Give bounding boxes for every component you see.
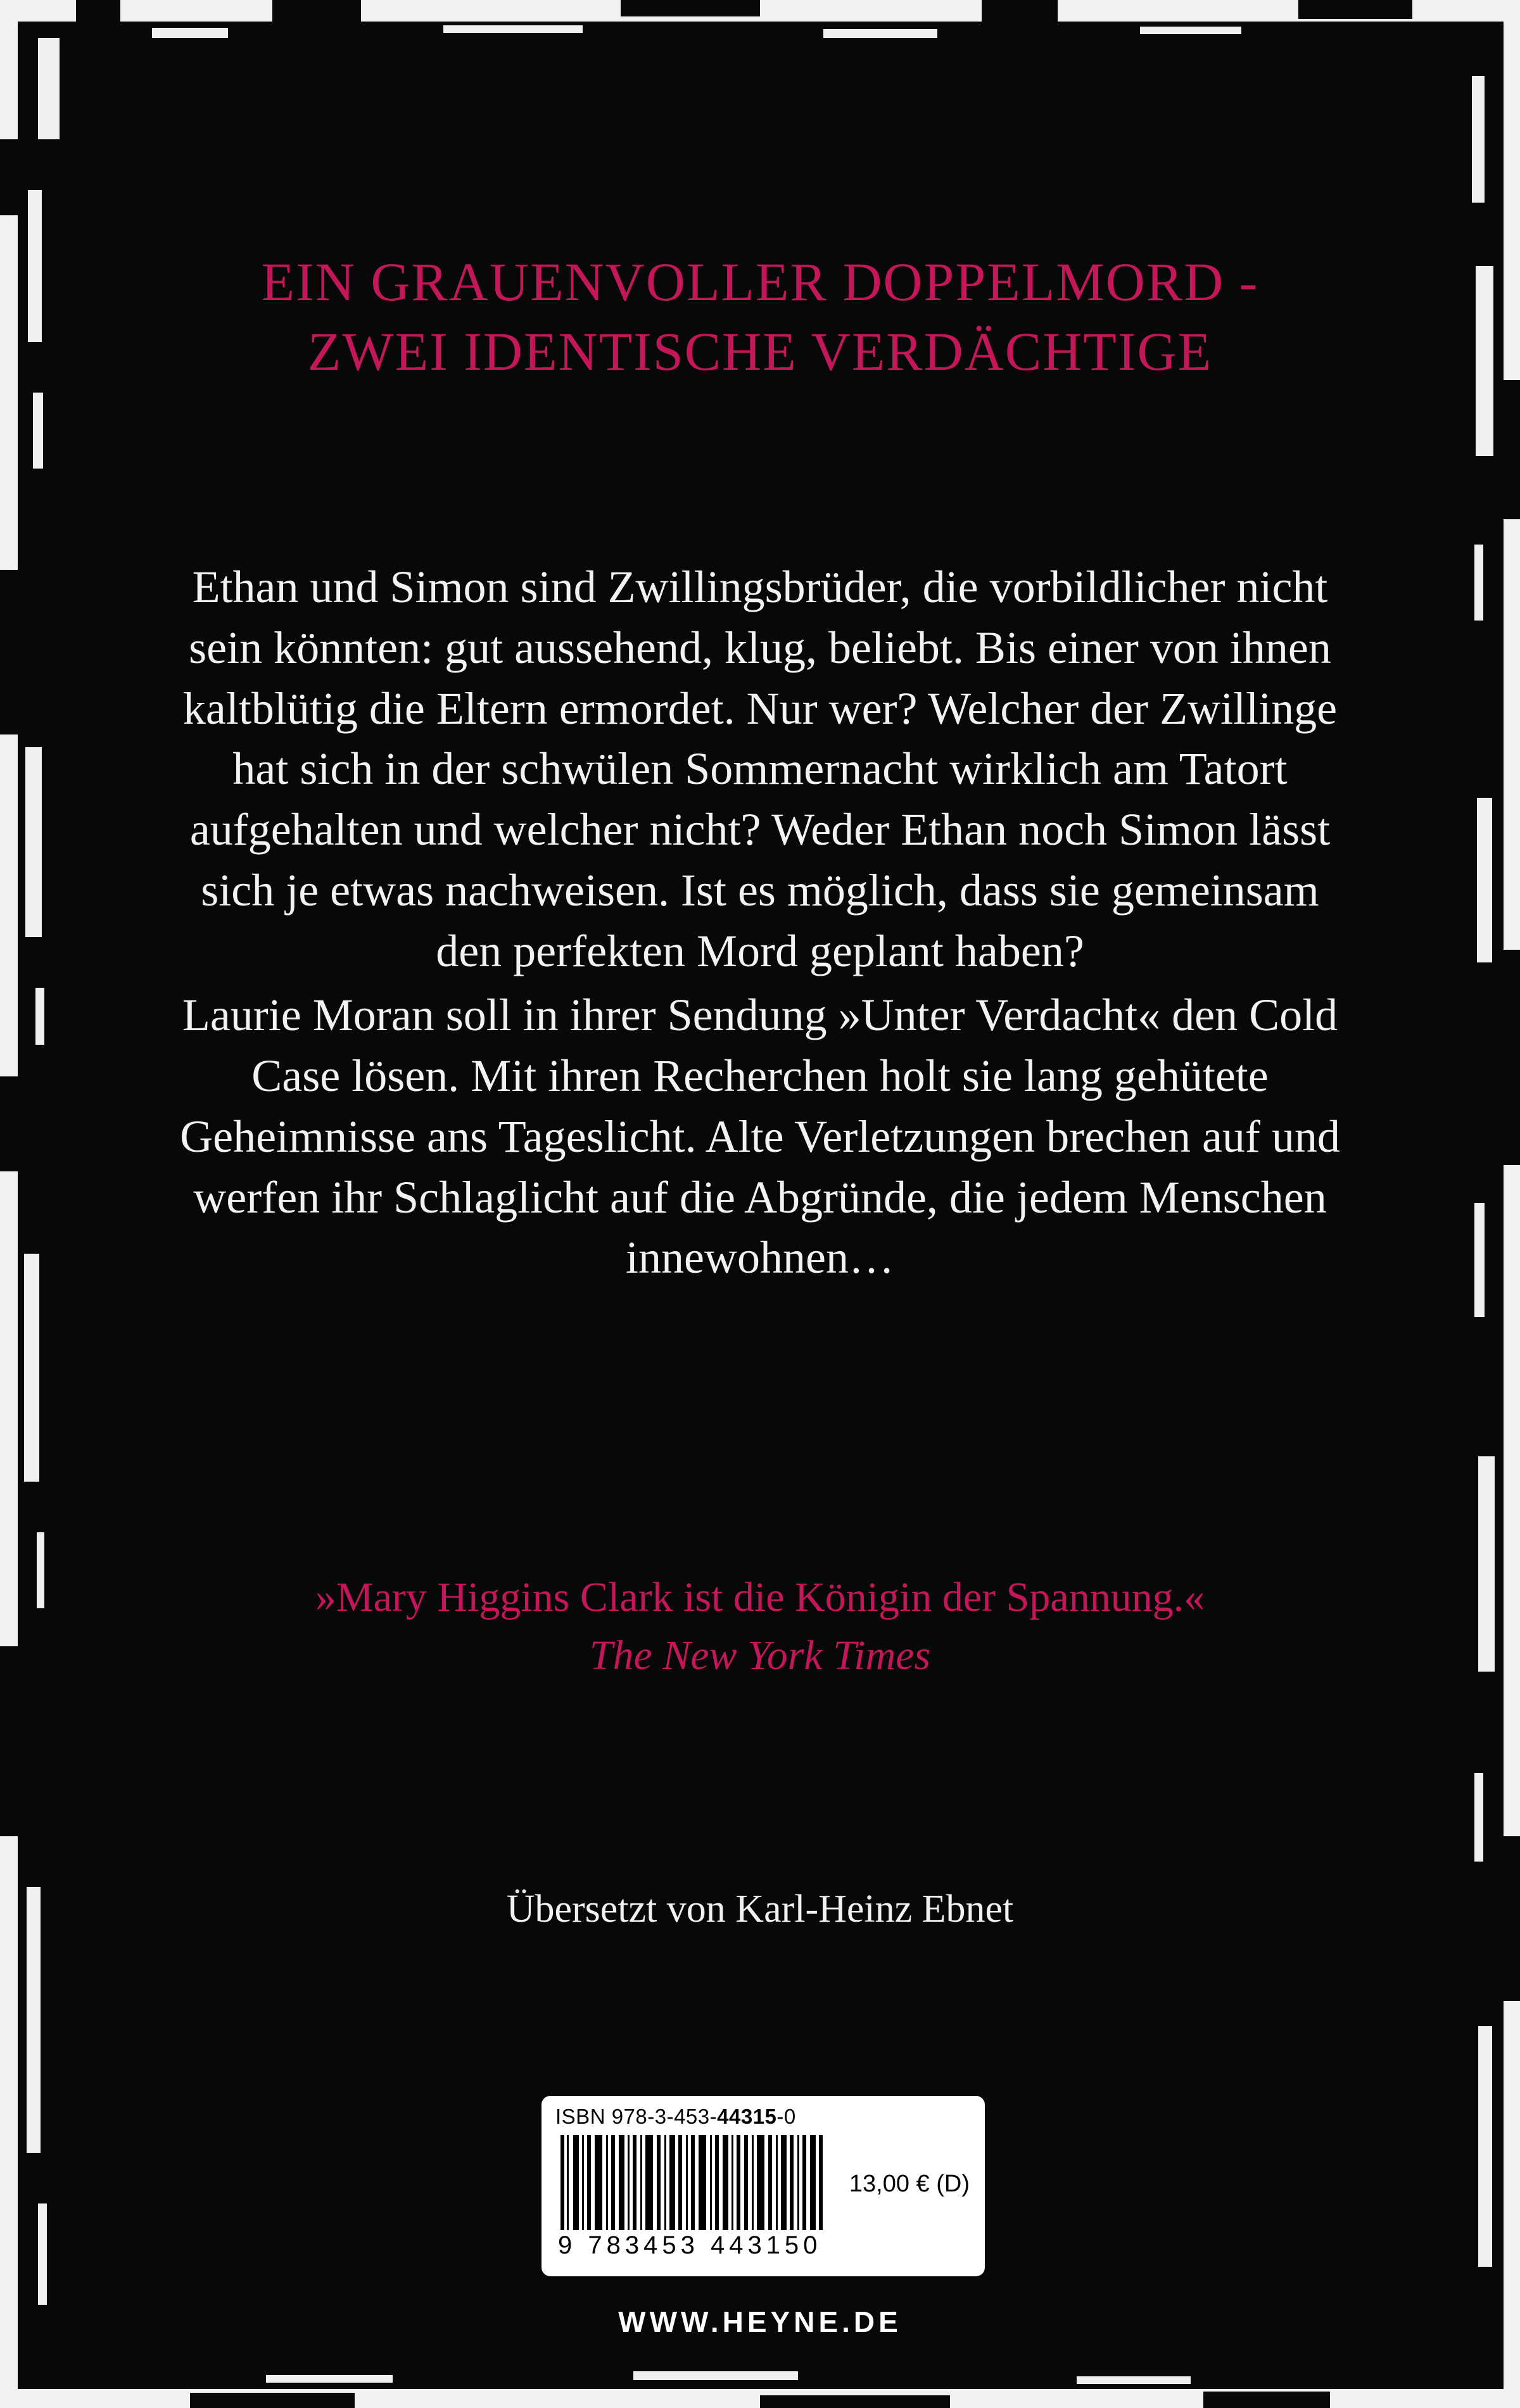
grunge-tear [76,0,120,39]
barcode-bars [560,2135,826,2230]
barcode-digits: 9 783453 443150 [558,2231,822,2259]
grunge-tear [0,1646,19,1836]
isbn-suffix: -0 [776,2105,796,2128]
grunge-tear [1501,950,1520,1165]
isbn-bold: 44315 [717,2105,777,2128]
grunge-fleck [1478,1456,1495,1672]
translator-credit: Übersetzt von Karl-Heinz Ebnet [506,1888,1014,1931]
grunge-tear [0,1076,28,1171]
grunge-fleck [1474,545,1483,621]
grunge-tear [0,139,25,215]
cover-frame-right [1504,0,1520,2408]
grunge-fleck [38,38,60,139]
press-quote [171,1570,1349,1683]
press-quote-source: The New York Times [589,1632,931,1679]
barcode-block [542,2096,985,2276]
grunge-tear [1497,380,1520,519]
cover-blurb [171,557,1349,1289]
isbn-text [555,2105,796,2129]
blurb-paragraph-2: Laurie Moran soll in ihrer Sendung »Unter Verdacht« den Cold Case lösen. Mit ihren Recherchen holt sie lang gehütete Geheimnisse ans Tageslicht. Alte Verletzungen brechen auf und werfen ihr Schlaglicht auf die Abgründe, die jedem Menschen innewohnen… [180,990,1340,1283]
grunge-fleck [25,747,42,937]
grunge-fleck [27,1887,41,2153]
press-quote-text: »Mary Higgins Clark ist die Königin der Spannung.« [315,1574,1205,1620]
grunge-fleck [1476,266,1493,456]
grunge-fleck [1478,2026,1492,2267]
grunge-tear [1495,1836,1520,2001]
isbn-prefix: ISBN 978-3-453- [555,2105,718,2128]
cover-headline: EIN GRAUENVOLLER DOPPELMORD - ZWEI IDENTISCHE VERDÄCHTIGE [261,251,1259,382]
grunge-fleck [35,988,44,1045]
grunge-fleck [28,190,42,342]
grunge-fleck [1474,1203,1485,1317]
grunge-fleck [33,393,43,469]
cover-frame-left [0,0,18,2408]
grunge-fleck [1472,76,1485,203]
grunge-fleck [1477,798,1492,962]
cover-content [146,0,1374,2408]
publisher-website: WWW.HEYNE.DE [618,2305,902,2338]
grunge-fleck [37,1532,44,1608]
grunge-fleck [1474,1773,1483,1862]
blurb-paragraph-1: Ethan und Simon sind Zwillingsbrüder, die vorbildlicher nicht sein könnten: gut aussehend, klug, beliebt. Bis einer von ihnen kaltblütig die Eltern ermordet. Nur wer? Welcher der Zwillinge hat sich in der schwülen Sommernacht wirklich am Tatort aufgehalten und welcher nicht? Weder Ethan noch Simon lässt sich je etwas nachweisen. Ist es möglich, dass sie gemeinsam den perfekten Mord geplant haben? [182,562,1338,976]
grunge-fleck [38,2203,47,2305]
grunge-fleck [24,1254,39,1482]
grunge-tear [0,570,22,734]
price-text: 13,00 € (D) [849,2171,970,2197]
